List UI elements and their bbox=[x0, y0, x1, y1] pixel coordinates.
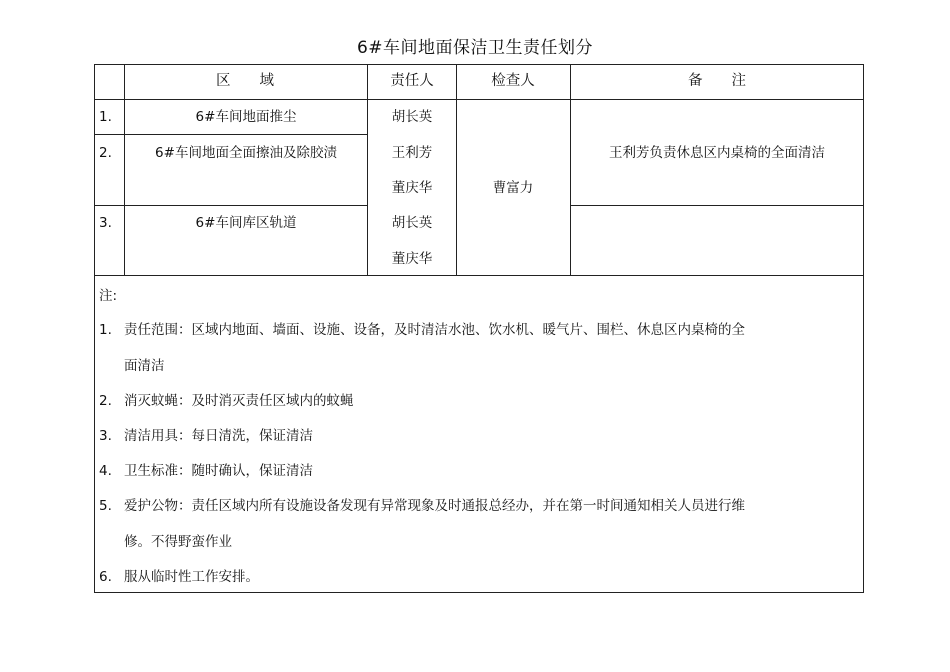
responsible-person: 董庆华 bbox=[391, 180, 433, 196]
note-text: 爱护公物：责任区域内所有设施设备发现有异常现象及时通报总经办，并在第一时间通知相关人员进行维 bbox=[124, 498, 745, 514]
header-responsible: 责任人 bbox=[390, 73, 434, 89]
responsible-person: 胡长英 bbox=[391, 109, 433, 125]
note-text: 责任范围：区域内地面、墙面、设施、设备，及时清洁水池、饮水机、暖气片、围栏、休息区内桌椅的全 bbox=[124, 322, 745, 338]
area-cell: 6#车间库区轨道 bbox=[195, 215, 297, 231]
row-number: 3. bbox=[99, 215, 112, 231]
note-number: 4. bbox=[99, 463, 112, 479]
note-text: 服从临时性工作安排。 bbox=[124, 569, 259, 585]
header-inspector: 检查人 bbox=[491, 73, 535, 89]
notes-heading: 注: bbox=[99, 288, 118, 304]
row-number: 1. bbox=[99, 109, 112, 125]
note-number: 3. bbox=[99, 428, 112, 444]
note-number: 2. bbox=[99, 393, 112, 409]
area-cell: 6#车间地面推尘 bbox=[195, 109, 297, 125]
area-cell: 6#车间地面全面擦油及除胶渍 bbox=[155, 145, 337, 161]
remarks-cell: 王利芳负责休息区内桌椅的全面清洁 bbox=[609, 145, 825, 161]
note-text-continued: 面清洁 bbox=[124, 358, 165, 374]
note-text: 清洁用具：每日清洗，保证清洁 bbox=[124, 428, 313, 444]
note-text: 消灭蚊蝇：及时消灭责任区域内的蚊蝇 bbox=[124, 393, 354, 409]
responsible-person: 王利芳 bbox=[391, 145, 433, 161]
note-text: 卫生标准：随时确认，保证清洁 bbox=[124, 463, 313, 479]
note-number: 5. bbox=[99, 498, 112, 514]
row-number: 2. bbox=[99, 145, 112, 161]
note-number: 1. bbox=[99, 322, 112, 338]
note-text-continued: 修。不得野蛮作业 bbox=[124, 534, 232, 550]
inspector-cell: 曹富力 bbox=[492, 180, 534, 196]
page-title: 6#车间地面保洁卫生责任划分 bbox=[356, 38, 594, 58]
responsible-person: 董庆华 bbox=[391, 251, 433, 267]
note-number: 6. bbox=[99, 569, 112, 585]
responsible-person: 胡长英 bbox=[391, 215, 433, 231]
header-remarks: 备 注 bbox=[688, 73, 746, 89]
header-area: 区 域 bbox=[216, 73, 274, 89]
